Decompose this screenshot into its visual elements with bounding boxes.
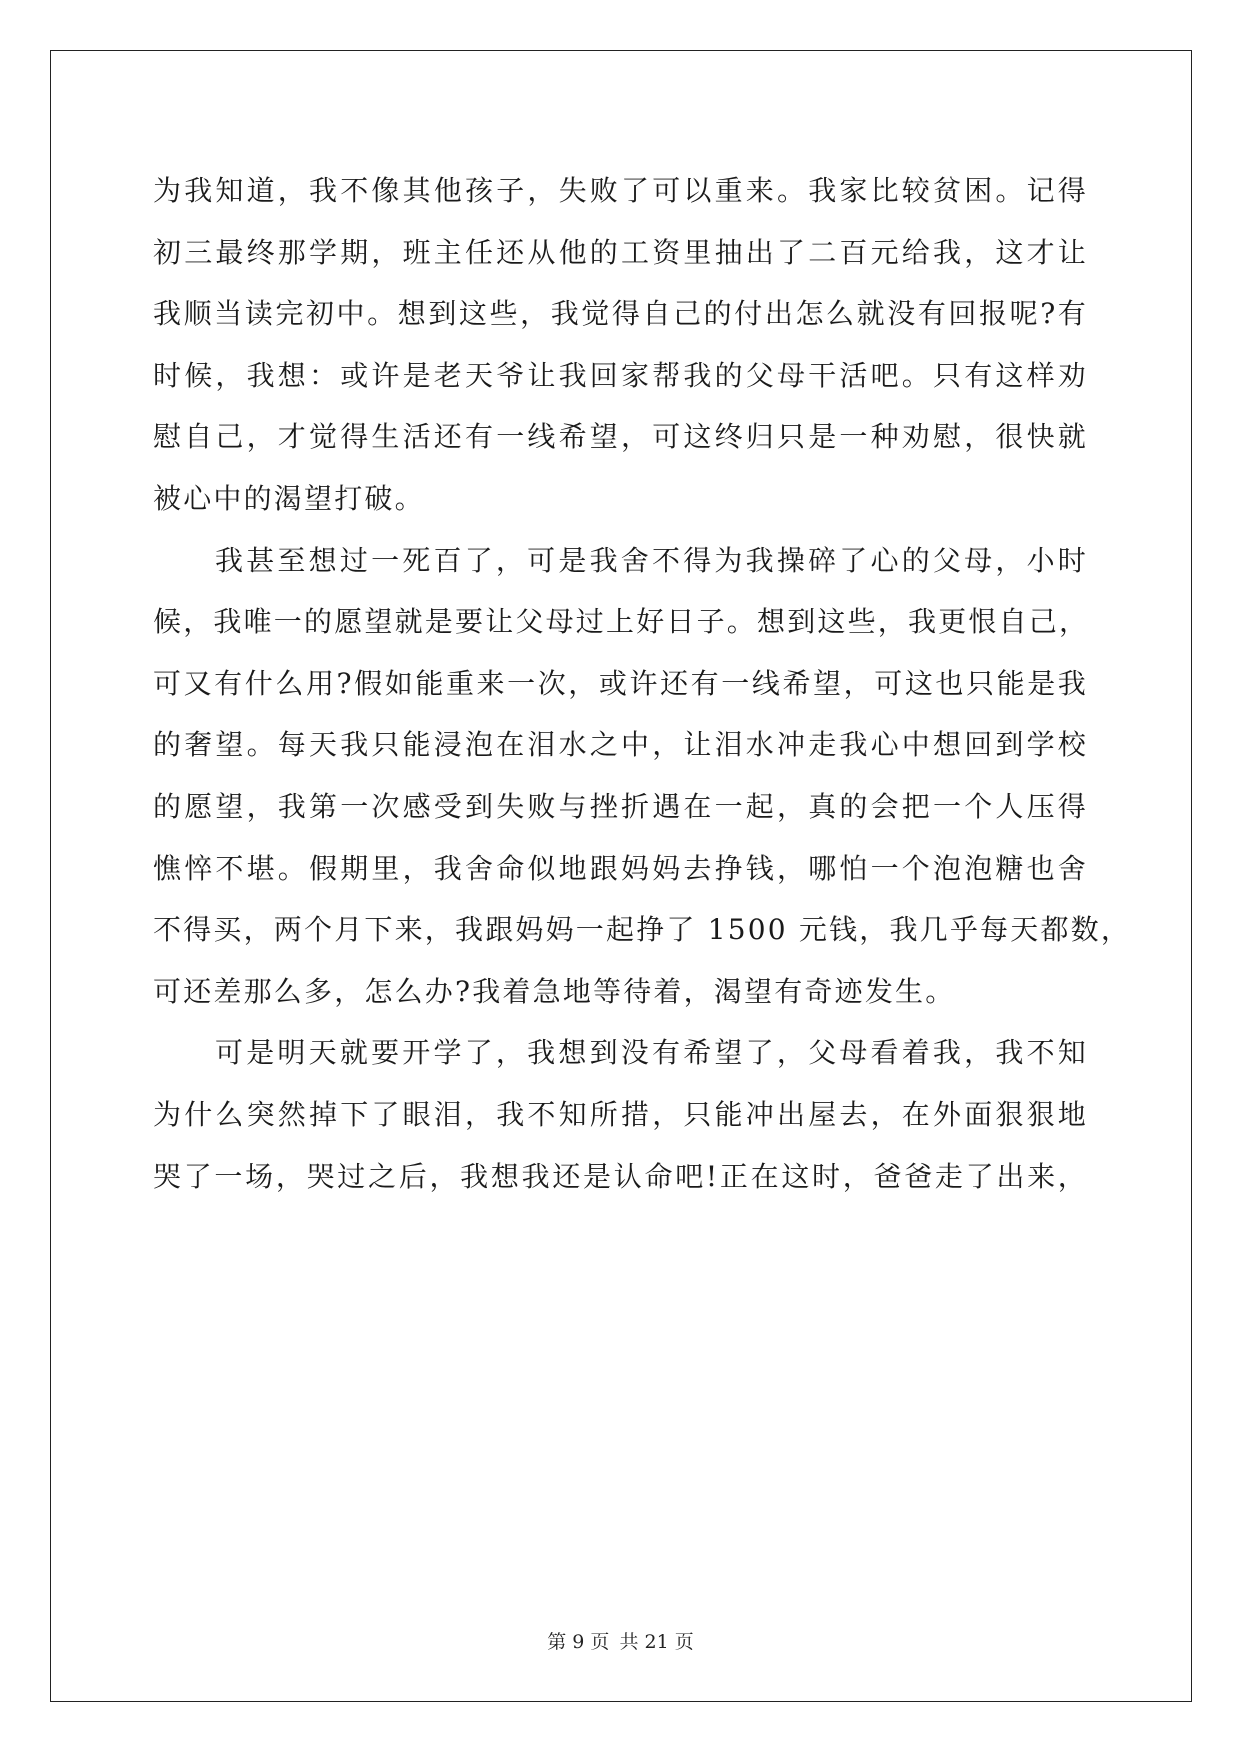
text-line: 为什么突然掉下了眼泪，我不知所措，只能冲出屋去，在外面狠狠地	[153, 1097, 1088, 1131]
page-number: 第 9 页	[547, 1631, 610, 1653]
text-line: 憔悴不堪。假期里，我舍命似地跟妈妈去挣钱，哪怕一个泡泡糖也舍	[153, 851, 1088, 885]
text-line: 慰自己，才觉得生活还有一线希望，可这终归只是一种劝慰，很快就	[153, 420, 1088, 454]
text-line: 我甚至想过一死百了，可是我舍不得为我操碎了心的父母，小时	[215, 543, 1088, 577]
text-line: 可是明天就要开学了，我想到没有希望了，父母看着我，我不知	[215, 1036, 1088, 1070]
text-line: 可又有什么用?假如能重来一次，或许还有一线希望，可这也只能是我	[153, 666, 1088, 700]
text-line: 为我知道，我不像其他孩子，失败了可以重来。我家比较贫困。记得	[153, 174, 1088, 207]
text-line: 哭了一场，哭过之后，我想我还是认命吧!正在这时，爸爸走了出来，	[153, 1159, 1088, 1193]
text-line: 的奢望。每天我只能浸泡在泪水之中，让泪水冲走我心中想回到学校	[153, 728, 1088, 762]
text-line: 时候，我想：或许是老天爷让我回家帮我的父母干活吧。只有这样劝	[153, 358, 1088, 392]
document-body	[153, 160, 1132, 1207]
text-line: 被心中的渴望打破。	[153, 481, 425, 515]
text-line: 候，我唯一的愿望就是要让父母过上好日子。想到这些，我更恨自己，	[153, 605, 1090, 639]
text-line: 的愿望，我第一次感受到失败与挫折遇在一起，真的会把一个人压得	[153, 789, 1088, 823]
text-line: 不得买，两个月下来，我跟妈妈一起挣了 1500 元钱，我几乎每天都数，	[153, 913, 1132, 947]
text-line: 初三最终那学期，班主任还从他的工资里抽出了二百元给我，这才让	[153, 235, 1088, 269]
text-line: 我顺当读完初中。想到这些，我觉得自己的付出怎么就没有回报呢?有	[153, 297, 1088, 331]
text-line: 可还差那么多，怎么办?我着急地等待着，渴望有奇迹发生。	[153, 974, 956, 1008]
page-footer	[0, 1627, 1241, 1654]
page-total: 共 21 页	[619, 1631, 694, 1653]
